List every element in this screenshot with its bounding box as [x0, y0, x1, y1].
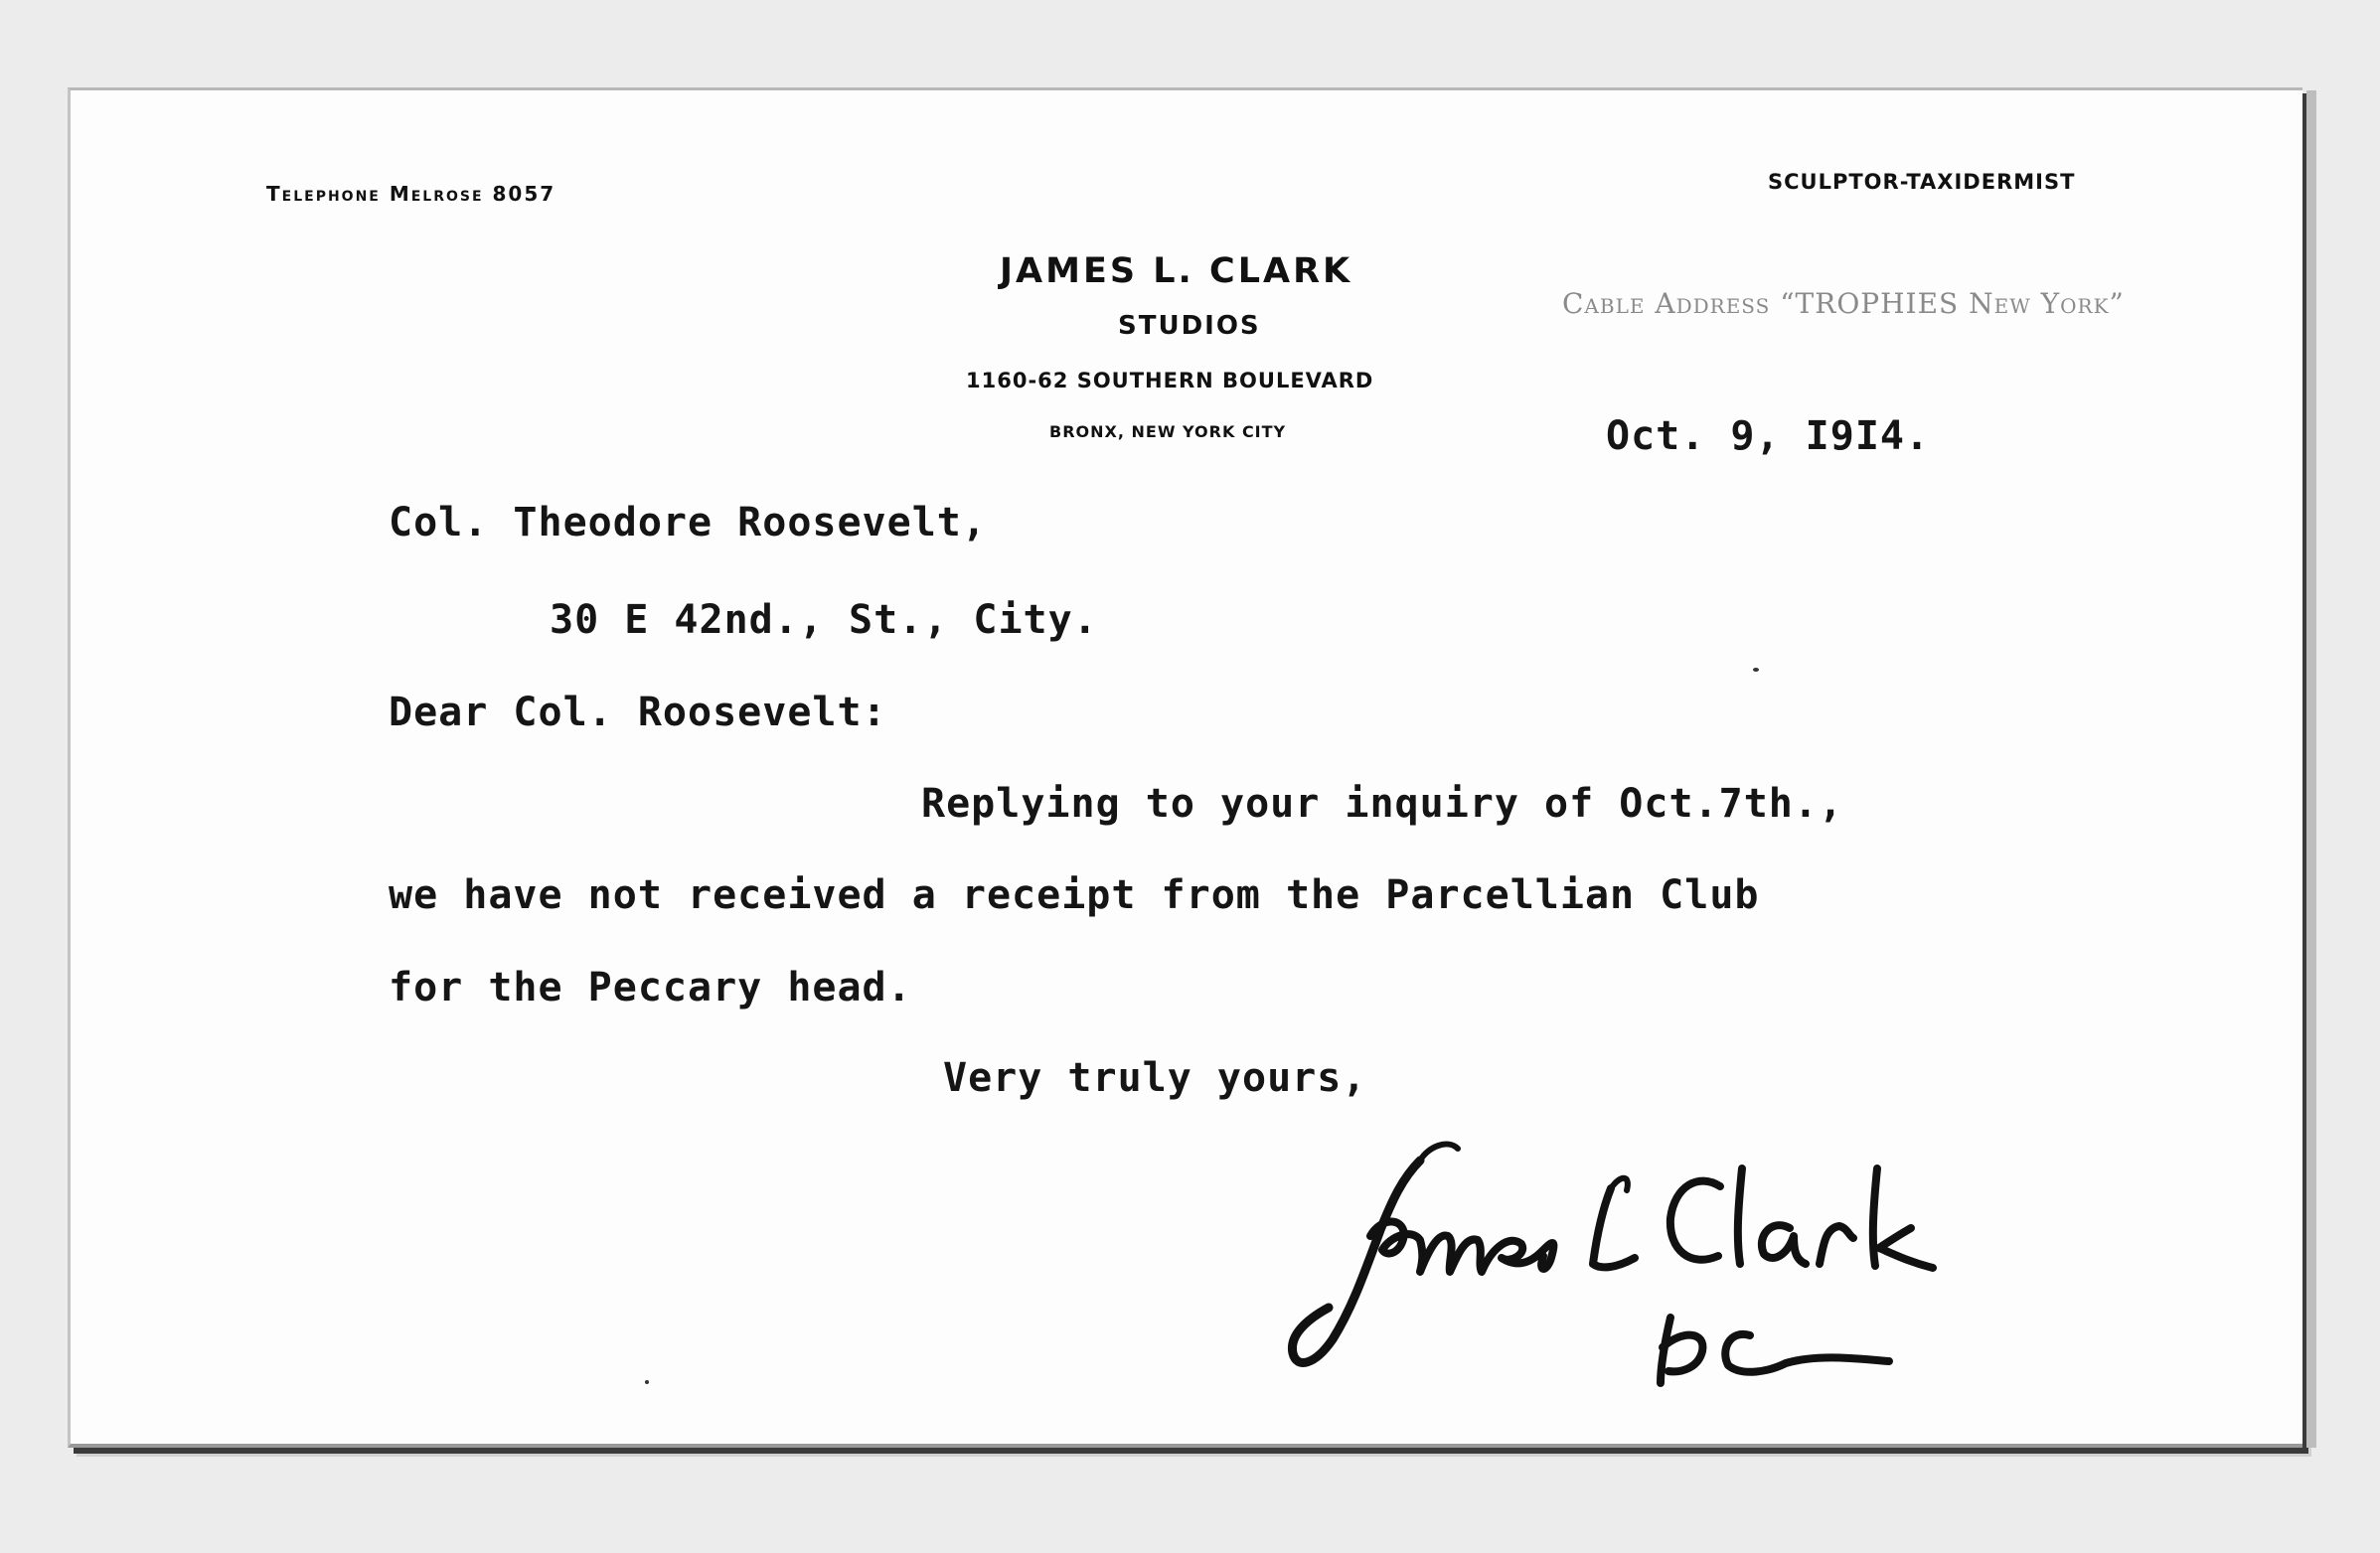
letter-salutation: Dear Col. Roosevelt:	[389, 690, 887, 735]
letter-body-line: we have not received a receipt from the Parcellian Club	[389, 872, 1760, 918]
paper-speck	[1753, 668, 1759, 672]
letterhead-cable-address: Cable Address “TROPHIES New York”	[1562, 287, 2125, 320]
letter-recipient-address: 30 E 42nd., St., City.	[550, 597, 1098, 643]
letterhead-city: BRONX, NEW YORK CITY	[1049, 422, 1287, 441]
letterhead-occupation: SCULPTOR-TAXIDERMIST	[1768, 170, 2076, 194]
letter-closing: Very truly yours,	[943, 1055, 1367, 1101]
letter-body-line: Replying to your inquiry of Oct.7th.,	[921, 781, 1844, 827]
handwritten-signature	[1253, 1069, 2068, 1397]
letter-sheet	[68, 87, 2302, 1448]
letter-date: Oct. 9, I9I4.	[1606, 413, 1931, 459]
letter-recipient: Col. Theodore Roosevelt,	[389, 500, 987, 545]
paper-speck	[645, 1380, 649, 1384]
letterhead-address: 1160-62 SOUTHERN BOULEVARD	[966, 369, 1374, 392]
letterhead-firm-subtitle: STUDIOS	[1118, 311, 1261, 341]
letterhead-firm-name: JAMES L. CLARK	[1000, 251, 1353, 291]
letter-body-line: for the Peccary head.	[389, 965, 912, 1010]
letterhead-telephone: Telephone Melrose 8057	[266, 182, 556, 206]
sheet-edge-shadow	[2306, 90, 2316, 1448]
